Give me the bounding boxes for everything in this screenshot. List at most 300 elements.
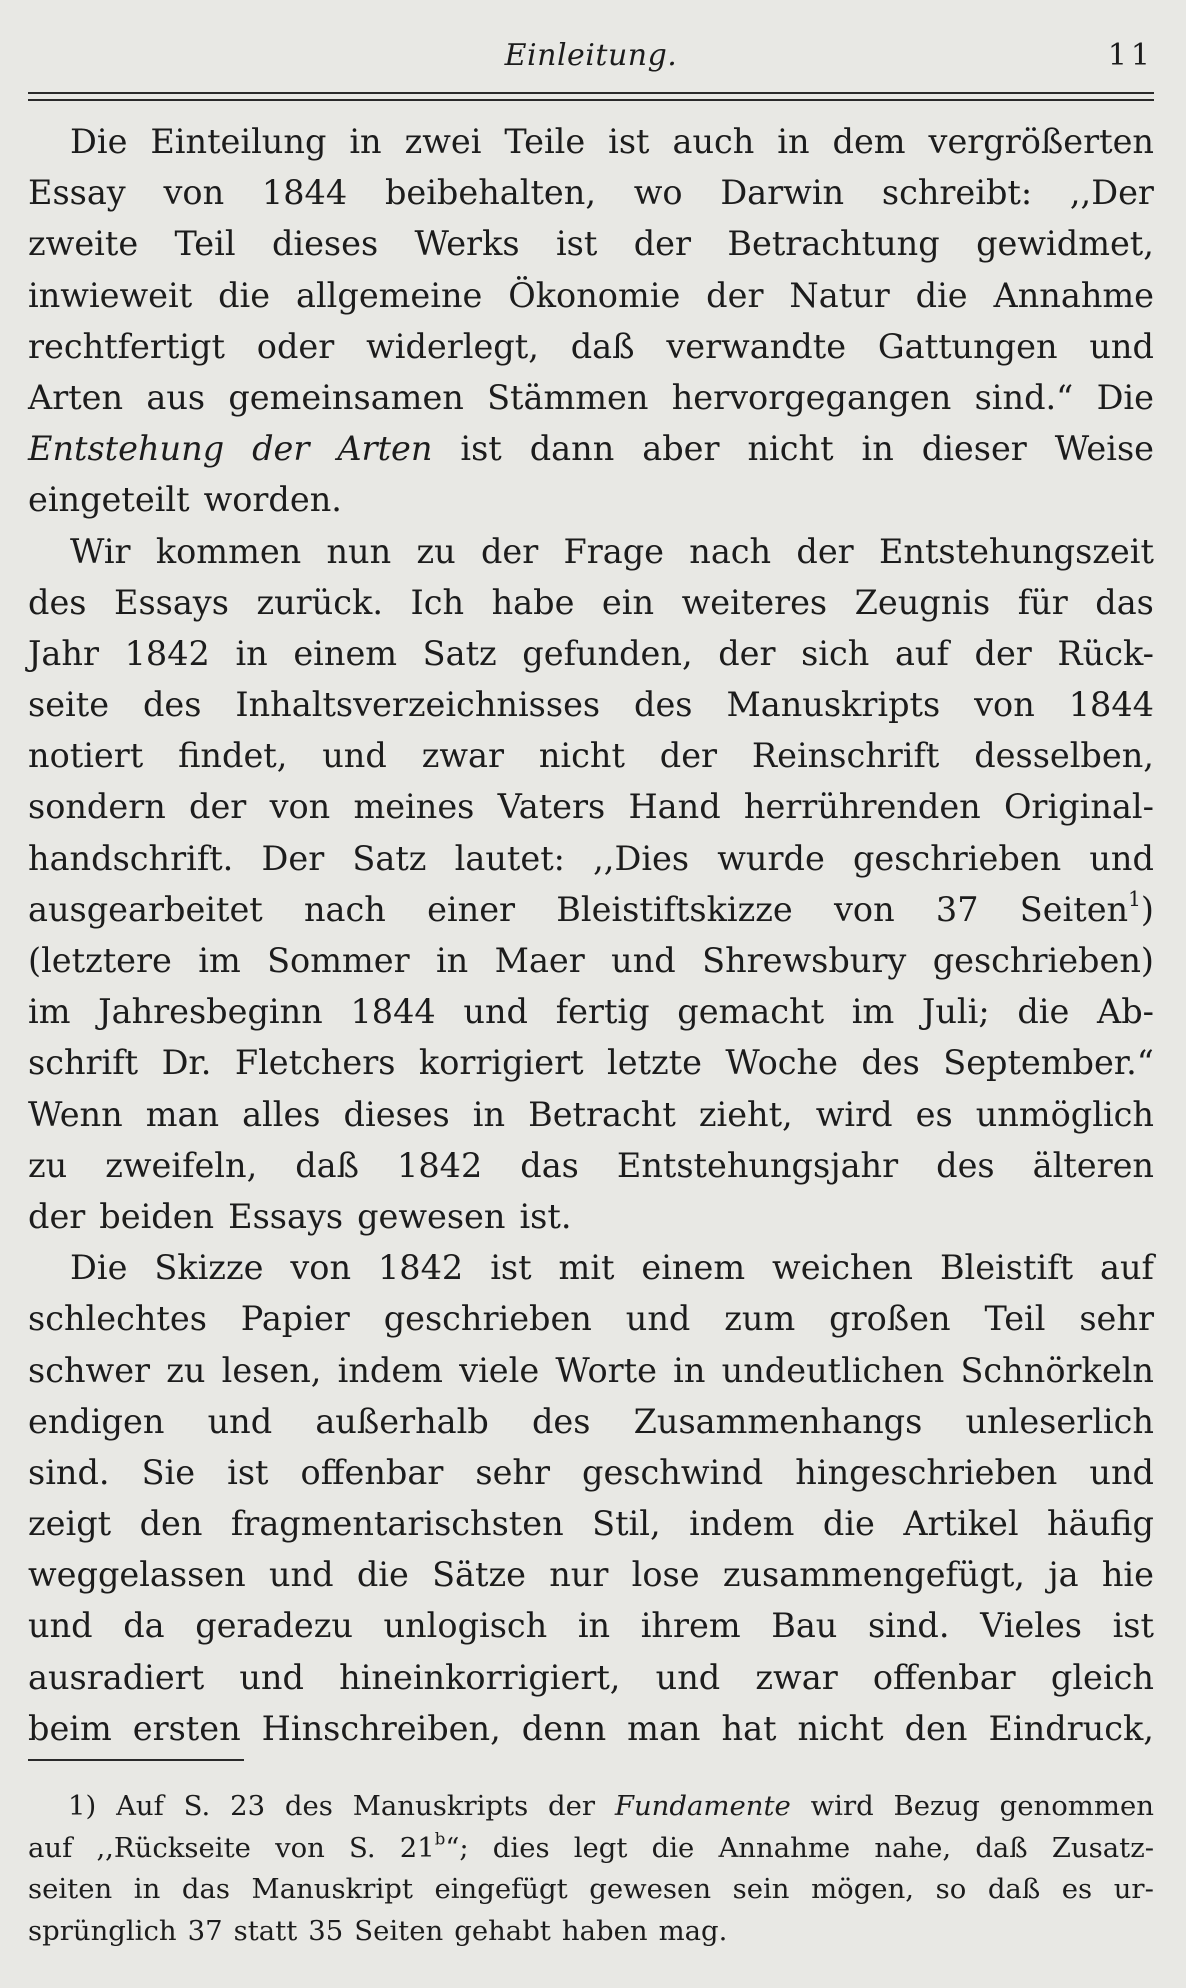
body-line xyxy=(28,1345,1154,1396)
word: zweite xyxy=(28,224,139,264)
word: ,,Rückseite xyxy=(96,1831,251,1864)
word: von xyxy=(275,1831,325,1864)
word: sein xyxy=(732,1873,790,1905)
word: gleich xyxy=(1050,1657,1154,1697)
word: des xyxy=(284,1790,333,1822)
running-title: Einleitung. xyxy=(504,38,678,73)
word: dies xyxy=(492,1831,550,1864)
word: habe xyxy=(491,582,575,622)
word: Annahme xyxy=(993,275,1154,315)
word: das xyxy=(181,1873,230,1905)
word: hineinkorrigiert, xyxy=(339,1657,621,1697)
word: unlogisch xyxy=(383,1606,548,1646)
body-line xyxy=(28,679,1154,730)
body-line xyxy=(28,270,1154,321)
word: Jahr xyxy=(28,633,99,673)
word: und xyxy=(268,1555,334,1595)
superscript: b xyxy=(434,1829,446,1849)
word: Teil xyxy=(984,1299,1046,1339)
word: zeigt xyxy=(28,1504,112,1544)
word: undeutlichen xyxy=(721,1350,945,1390)
word: alles xyxy=(242,1094,321,1134)
word: die xyxy=(218,275,271,315)
word: der xyxy=(28,1196,86,1236)
word: genommen xyxy=(999,1790,1154,1822)
body-line xyxy=(28,628,1154,679)
word: ist xyxy=(1112,1606,1154,1646)
word: Annahme xyxy=(718,1831,851,1864)
word: Ökonomie xyxy=(508,275,681,315)
word: findet, xyxy=(178,736,288,776)
word: letzte xyxy=(607,1043,702,1083)
word: schreibt: xyxy=(881,173,1033,213)
word: in xyxy=(349,122,382,161)
word: geschrieben xyxy=(383,1299,592,1339)
word: Bezug xyxy=(893,1790,980,1822)
word: ist xyxy=(608,122,650,161)
word: statt xyxy=(233,1914,298,1947)
word: Papier xyxy=(240,1299,350,1339)
word: seiten xyxy=(28,1873,113,1905)
word: offenbar xyxy=(300,1452,444,1492)
word: indem xyxy=(337,1350,443,1390)
word: zum xyxy=(724,1299,796,1339)
word: daß xyxy=(570,326,635,366)
word: legt xyxy=(573,1831,628,1864)
word: und xyxy=(625,1299,691,1339)
word: zwar xyxy=(421,736,504,776)
word: allgemeine xyxy=(295,275,483,315)
word: Weise xyxy=(1054,429,1154,469)
word: daß xyxy=(295,1145,360,1185)
word: und xyxy=(463,992,529,1032)
footnote-separator xyxy=(28,1759,244,1761)
word: von xyxy=(833,889,895,929)
word: Bleistiftskizze xyxy=(556,889,793,929)
word: nur xyxy=(549,1555,609,1595)
word: Artikel xyxy=(903,1504,1019,1544)
word: in xyxy=(577,1606,611,1646)
word: unmöglich xyxy=(975,1094,1154,1134)
word: Sie xyxy=(141,1452,196,1492)
word: zweifeln, xyxy=(105,1145,258,1185)
word: auf xyxy=(28,1831,73,1864)
word: und xyxy=(28,1606,93,1646)
word: in xyxy=(133,1873,161,1905)
word: Inhaltsverzeichnisses xyxy=(235,685,601,725)
word: im xyxy=(851,992,895,1032)
word: aber xyxy=(642,429,720,469)
word: 1842 xyxy=(124,633,210,673)
word: Natur xyxy=(789,275,890,315)
body-line xyxy=(28,1089,1154,1140)
word: offenbar xyxy=(872,1657,1016,1697)
body-line xyxy=(28,730,1154,781)
word: daß xyxy=(975,1831,1028,1864)
word: ersten xyxy=(132,1708,241,1748)
word: mag. xyxy=(658,1914,728,1947)
body-line xyxy=(28,1191,1154,1242)
word: wird xyxy=(810,1790,874,1822)
word: zu xyxy=(166,1350,206,1390)
word: zu xyxy=(28,1145,68,1185)
word: häufig xyxy=(1047,1504,1154,1544)
word: der xyxy=(548,1790,596,1822)
body-line xyxy=(28,423,1154,474)
word: geschwind xyxy=(582,1452,764,1492)
body-line xyxy=(28,218,1154,269)
word: von xyxy=(269,787,331,827)
body-line xyxy=(28,526,1154,577)
word: sondern xyxy=(28,787,166,827)
word: Auf xyxy=(116,1790,164,1822)
word: dieses xyxy=(343,1094,450,1134)
word: viele xyxy=(459,1350,540,1390)
word: es xyxy=(1061,1873,1093,1905)
word: außerhalb xyxy=(315,1401,489,1441)
word: Seiten xyxy=(354,1914,444,1947)
word: September.“ xyxy=(943,1043,1154,1083)
word: die xyxy=(651,1831,695,1864)
word: Reinschrift xyxy=(751,736,940,776)
word: es xyxy=(915,1094,953,1134)
word: ist xyxy=(227,1452,269,1492)
word: sehr xyxy=(1079,1299,1154,1339)
word: notiert xyxy=(28,736,144,776)
body-line xyxy=(28,1293,1154,1344)
word: die xyxy=(356,1555,409,1595)
word: des xyxy=(142,685,202,725)
body-line xyxy=(28,1498,1154,1549)
word: nahe, xyxy=(874,1831,952,1864)
word: Darwin xyxy=(720,173,845,213)
word: Vieles xyxy=(980,1606,1082,1646)
word: handschrift. xyxy=(28,838,234,878)
word: geradezu xyxy=(195,1606,353,1646)
superscript: 1 xyxy=(1128,886,1141,911)
body-line xyxy=(28,1140,1154,1191)
word: sind.“ xyxy=(974,377,1074,417)
word: Gattungen xyxy=(877,326,1058,366)
word: Fundamente xyxy=(614,1790,791,1822)
word: Teil xyxy=(174,224,236,264)
word: 21$^b$“; xyxy=(399,1829,469,1864)
word: und xyxy=(207,1401,273,1441)
word: Maer xyxy=(494,941,585,980)
body-line xyxy=(28,833,1154,884)
word: weiteres xyxy=(681,582,828,622)
word: den xyxy=(139,1504,203,1544)
word: S. xyxy=(183,1790,211,1822)
word: dieser xyxy=(921,429,1027,469)
word: des xyxy=(936,1145,995,1185)
word: Fletchers xyxy=(234,1043,396,1083)
word: korrigiert xyxy=(418,1043,584,1083)
word: auf xyxy=(894,633,949,673)
word: 37 xyxy=(935,889,979,929)
word: man xyxy=(627,1708,701,1748)
word: Bau xyxy=(771,1606,838,1646)
word: wo xyxy=(633,173,683,213)
footnote-line xyxy=(28,1828,1154,1870)
word: Seiten$^1$) xyxy=(1019,886,1154,929)
body-line xyxy=(28,1447,1154,1498)
footnote-line xyxy=(28,1869,1154,1911)
word: eingefügt xyxy=(434,1873,568,1905)
word: ausradiert xyxy=(28,1657,205,1697)
word: Manuskripts xyxy=(352,1790,529,1822)
word: der xyxy=(633,224,692,264)
footnote-line xyxy=(28,1786,1154,1828)
word: und xyxy=(322,736,387,776)
word: lesen, xyxy=(221,1350,322,1390)
word: beiden xyxy=(99,1196,215,1236)
word: nach xyxy=(689,531,772,571)
word: wurde xyxy=(717,838,825,878)
word: aus xyxy=(146,377,206,417)
word: Worte xyxy=(555,1350,657,1390)
word: sehr xyxy=(475,1452,550,1492)
word: weichen xyxy=(772,1248,913,1288)
header-rule-top xyxy=(28,92,1154,94)
word: Wir xyxy=(70,531,131,571)
word: ja xyxy=(1048,1555,1079,1595)
word: zu xyxy=(416,531,456,571)
body-line xyxy=(28,474,1154,525)
word: seite xyxy=(28,685,110,725)
word: Original- xyxy=(1003,787,1154,827)
word: der xyxy=(974,633,1032,673)
word: und xyxy=(655,1657,721,1697)
word: Essays xyxy=(113,582,229,622)
body-line xyxy=(28,986,1154,1037)
word: Zusatz- xyxy=(1051,1831,1154,1864)
word: in xyxy=(472,1094,506,1134)
body-line xyxy=(28,1242,1154,1293)
word: dann xyxy=(529,429,615,469)
word: in xyxy=(861,429,894,469)
body-line xyxy=(28,1600,1154,1651)
word: gewidmet, xyxy=(976,224,1154,264)
word: und xyxy=(1089,1452,1154,1492)
word: Essays xyxy=(228,1196,344,1236)
word: lose xyxy=(631,1555,700,1595)
word: Die xyxy=(70,1248,128,1288)
word: 1844 xyxy=(1068,685,1154,725)
word: die xyxy=(822,1504,875,1544)
word: hingeschrieben xyxy=(795,1452,1058,1492)
word: kommen xyxy=(155,531,302,571)
word: wird xyxy=(815,1094,893,1134)
word: ist xyxy=(490,1248,532,1288)
page-header xyxy=(28,38,1154,78)
word: Rück- xyxy=(1057,633,1154,673)
word: der xyxy=(189,787,247,827)
word: und xyxy=(611,941,676,980)
word: desselben, xyxy=(974,736,1154,776)
word: zwei xyxy=(404,122,482,161)
word: Hinschreiben, xyxy=(261,1708,501,1748)
word: Ab- xyxy=(1097,992,1154,1032)
word: von xyxy=(974,685,1035,725)
word: Entstehung xyxy=(28,429,225,469)
word: Einteilung xyxy=(150,122,327,161)
word: großen xyxy=(829,1299,951,1339)
word: und xyxy=(239,1657,304,1697)
word: ist. xyxy=(519,1196,572,1236)
body-line xyxy=(28,781,1154,832)
word: in xyxy=(235,633,268,673)
word: nicht xyxy=(538,736,625,776)
word: 1842 xyxy=(397,1145,483,1185)
word: dieses xyxy=(271,224,379,264)
body-line xyxy=(28,1652,1154,1703)
body-line xyxy=(28,116,1154,167)
word: der xyxy=(718,633,776,673)
word: Der xyxy=(261,838,325,878)
word: des xyxy=(634,685,693,725)
word: ist xyxy=(460,429,502,469)
word: ausgearbeitet xyxy=(28,889,263,929)
body-line xyxy=(28,935,1154,986)
word: Essay xyxy=(28,173,126,213)
word: indem xyxy=(689,1504,795,1544)
word: S. xyxy=(349,1831,376,1864)
word: älteren xyxy=(1032,1145,1154,1185)
word: des xyxy=(28,582,87,622)
word: da xyxy=(123,1606,165,1646)
word: Arten xyxy=(337,429,433,469)
body-line xyxy=(28,1549,1154,1600)
word: Sätze xyxy=(432,1555,526,1595)
word: des xyxy=(861,1043,920,1083)
word: Stämmen xyxy=(487,377,649,417)
word: des xyxy=(531,1401,591,1441)
word: Betrachtung xyxy=(727,224,940,264)
word: ihrem xyxy=(640,1606,741,1646)
word: Skizze xyxy=(154,1248,264,1288)
word: der xyxy=(252,429,310,469)
word: rechtfertigt xyxy=(28,326,225,366)
word: 1) xyxy=(68,1790,97,1822)
word: ein xyxy=(601,582,655,622)
word: sich xyxy=(801,633,870,673)
word: Bleistift xyxy=(939,1248,1074,1288)
body-line xyxy=(28,884,1154,935)
word: der xyxy=(796,531,854,571)
word: endigen xyxy=(28,1401,165,1441)
word: fragmentarischsten xyxy=(230,1504,564,1544)
word: Ich xyxy=(410,582,465,622)
word: ist xyxy=(555,224,598,264)
word: in xyxy=(777,122,810,161)
word: dem xyxy=(832,122,906,161)
word: Woche xyxy=(725,1043,838,1083)
word: ur- xyxy=(1113,1873,1154,1905)
main-text xyxy=(28,116,1154,1754)
word: 35 xyxy=(308,1914,344,1947)
word: nun xyxy=(326,531,392,571)
word: und xyxy=(1089,326,1154,366)
word: auch xyxy=(672,122,755,161)
word: Shrewsbury xyxy=(702,941,907,980)
word: mögen, xyxy=(811,1873,915,1905)
word: 23 xyxy=(230,1790,266,1822)
word: von xyxy=(290,1248,352,1288)
word: (letztere xyxy=(28,941,172,980)
word: sprünglich xyxy=(28,1914,177,1947)
body-line xyxy=(28,1396,1154,1447)
word: 1842 xyxy=(377,1248,464,1288)
word: 1844 xyxy=(261,173,348,213)
word: der xyxy=(706,275,764,315)
word: die xyxy=(915,275,968,315)
word: sind. xyxy=(867,1606,950,1646)
body-line xyxy=(28,1037,1154,1088)
word: ,,Dies xyxy=(593,838,690,878)
word: schrift xyxy=(28,1043,139,1083)
word: einem xyxy=(293,633,398,673)
footnote-line xyxy=(28,1911,1154,1953)
word: einem xyxy=(641,1248,746,1288)
word: das xyxy=(520,1145,579,1185)
word: schlechtes xyxy=(28,1299,207,1339)
word: nicht xyxy=(747,429,834,469)
word: zieht, xyxy=(698,1094,793,1134)
word: gewesen xyxy=(357,1196,506,1236)
word: hat xyxy=(721,1708,777,1748)
word: oder xyxy=(256,326,335,366)
word: geschrieben xyxy=(852,838,1062,878)
word: Die xyxy=(1096,377,1154,417)
word: Manuskript xyxy=(251,1873,413,1905)
word: Eindruck, xyxy=(988,1708,1154,1748)
word: Betracht xyxy=(528,1094,676,1134)
word: 37 xyxy=(187,1914,223,1947)
page-number: 11 xyxy=(1107,38,1154,73)
word: Entstehungszeit xyxy=(878,531,1154,571)
word: unleserlich xyxy=(965,1401,1154,1441)
word: Satz xyxy=(422,633,497,673)
word: hie xyxy=(1101,1555,1154,1595)
word: gehabt xyxy=(454,1914,551,1947)
word: einer xyxy=(427,889,516,929)
word: zurück. xyxy=(256,582,383,622)
body-line xyxy=(28,372,1154,423)
word: Zusammenhangs xyxy=(633,1401,923,1441)
word: haben xyxy=(561,1914,648,1947)
word: Stil, xyxy=(592,1504,661,1544)
word: Satz xyxy=(352,838,427,878)
word: weggelassen xyxy=(28,1555,246,1595)
word: Zeugnis xyxy=(854,582,991,622)
footnotes xyxy=(28,1786,1154,1952)
word: beibehalten, xyxy=(384,173,596,213)
header-rule-bottom xyxy=(28,99,1154,101)
word: Werks xyxy=(414,224,520,264)
word: mit xyxy=(558,1248,615,1288)
word: Vaters xyxy=(497,787,606,827)
word: Sommer xyxy=(267,941,410,980)
word: worden. xyxy=(203,480,342,520)
word: meines xyxy=(353,787,475,827)
word: Frage xyxy=(563,531,664,571)
body-line xyxy=(28,1703,1154,1754)
word: widerlegt, xyxy=(366,326,539,366)
word: nach xyxy=(303,889,386,929)
word: beim xyxy=(28,1708,112,1748)
word: von xyxy=(163,173,225,213)
